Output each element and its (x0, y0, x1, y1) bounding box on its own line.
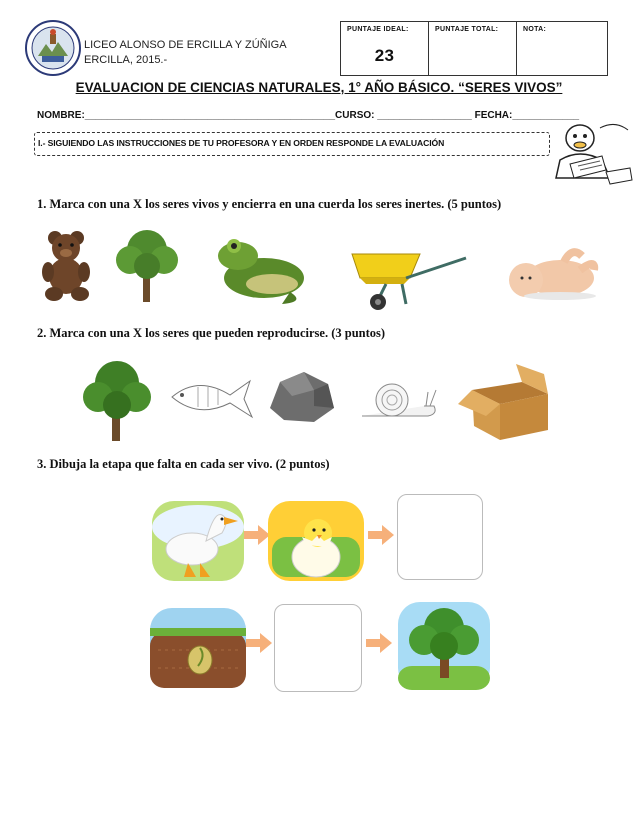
tree-image[interactable] (80, 357, 154, 443)
fish-image[interactable] (168, 373, 254, 421)
school-name-line2: ERCILLA, 2015.- (84, 54, 168, 66)
school-name-line1: LICEO ALONSO DE ERCILLA Y ZÚÑIGA (84, 39, 287, 51)
school-name (84, 38, 287, 68)
ideal-score-value: 23 (374, 46, 395, 65)
teddy-bear-image[interactable] (38, 228, 96, 302)
question-3: 3. Dibuja la etapa que falta en cada ser vivo. (2 puntos) (37, 457, 330, 471)
page-title: EVALUACION DE CIENCIAS NATURALES, 1° AÑO BÁSICO. “SERES VIVOS” (75, 80, 563, 95)
total-score-cell[interactable] (429, 22, 517, 75)
question-1: 1. Marca con una X los seres vivos y encierra en una cuerda los seres inertes. (5 puntos) (37, 197, 502, 211)
snail-image[interactable] (358, 376, 442, 422)
ideal-score-label: PUNTAJE IDEAL: (347, 26, 409, 33)
drawing-box-empty[interactable] (274, 604, 362, 692)
arrow-right-icon (366, 632, 392, 654)
question-2: 2. Marca con una X los seres que pueden reproducirse. (3 puntos) (37, 326, 386, 340)
score-box (340, 21, 608, 76)
school-logo (24, 20, 82, 76)
baby-image[interactable] (500, 240, 600, 304)
grade-label: NOTA: (523, 26, 547, 33)
cardboard-box-image[interactable] (452, 360, 556, 442)
hatching-chick-image[interactable] (266, 497, 366, 585)
total-score-label: PUNTAJE TOTAL: (435, 26, 499, 33)
ideal-score-cell (341, 22, 429, 75)
seed-in-soil-image[interactable] (148, 606, 248, 690)
reading-cartoon-icon (540, 108, 635, 188)
frog-image[interactable] (212, 232, 312, 306)
duck-image[interactable] (150, 497, 246, 583)
arrow-right-icon (368, 524, 394, 546)
grown-tree-image[interactable] (396, 600, 492, 692)
wheelbarrow-image[interactable] (346, 238, 472, 312)
arrow-right-icon (246, 632, 272, 654)
student-info-line[interactable]: NOMBRE:_____________________________________________CURSO: _________________ FECHA:____________ (37, 110, 580, 121)
drawing-box-empty[interactable] (397, 494, 483, 580)
rock-image[interactable] (264, 368, 338, 424)
grade-cell[interactable] (517, 22, 607, 75)
instruction-text: I.- SIGUIENDO LAS INSTRUCCIONES DE TU PROFESORA Y EN ORDEN RESPONDE LA EVALUACIÓN (38, 138, 445, 148)
tree-image[interactable] (112, 226, 182, 304)
